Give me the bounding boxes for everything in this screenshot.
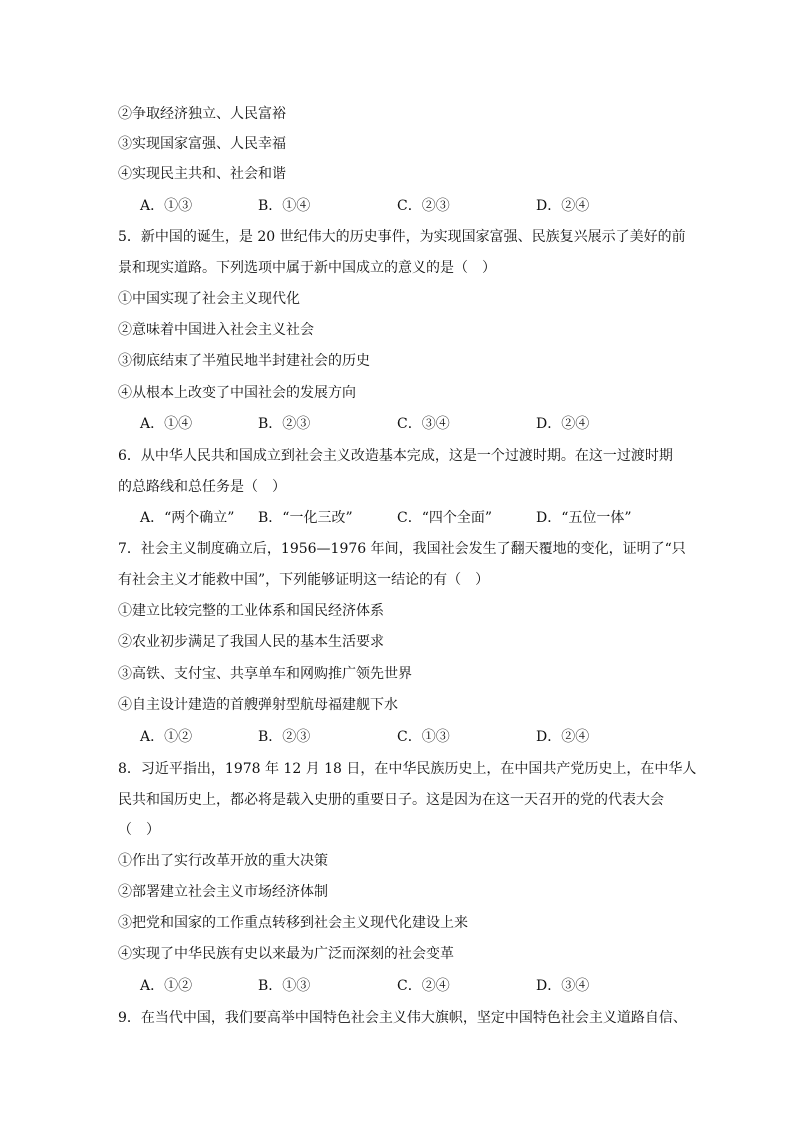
q5-option-a[interactable]: A．①④: [140, 416, 193, 432]
q7-stem-line-1: 7．社会主义制度确立后，1956—1976 年间，我国社会发生了翻天覆地的变化，证明了“只: [118, 541, 686, 557]
q8-stem-line-3: （ ）: [118, 822, 160, 838]
q5-stem-line-1: 5．新中国的诞生，是 20 世纪伟大的历史事件，为实现国家富强、民族复兴展示了美好的前: [118, 229, 686, 245]
q7-item-1: ①建立比较完整的工业体系和国民经济体系: [118, 603, 384, 619]
q6-option-b[interactable]: B．“一化三改”: [258, 510, 353, 526]
q4-option-b[interactable]: B．①④: [258, 198, 311, 214]
q7-option-c[interactable]: C．①③: [397, 729, 450, 745]
q7-option-a[interactable]: A．①②: [140, 729, 193, 745]
q9-stem-line-1: 9．在当代中国，我们要高举中国特色社会主义伟大旗帜，坚定中国特色社会主义道路自信、: [118, 1010, 687, 1026]
q5-option-d[interactable]: D．②④: [536, 416, 590, 432]
q8-option-b[interactable]: B．①③: [258, 978, 311, 994]
q4-option-a[interactable]: A．①③: [140, 198, 193, 214]
q4-option-d[interactable]: D．②④: [536, 198, 590, 214]
q7-option-d[interactable]: D．②④: [536, 729, 590, 745]
q8-stem-line-1: 8．习近平指出，1978 年 12 月 18 日，在中华民族历史上，在中国共产党历史上，在中华人: [118, 761, 697, 777]
q8-item-3: ③把党和国家的工作重点转移到社会主义现代化建设上来: [118, 915, 468, 931]
q5-item-3: ③彻底结束了半殖民地半封建社会的历史: [118, 353, 370, 369]
q6-stem-line-1: 6．从中华人民共和国成立到社会主义改造基本完成，这是一个过渡时期。在这一过渡时期: [118, 448, 673, 464]
q4-option-c[interactable]: C．②③: [397, 198, 450, 214]
q7-item-3: ③高铁、支付宝、共享单车和网购推广领先世界: [118, 666, 412, 682]
q5-option-b[interactable]: B．②③: [258, 416, 311, 432]
q5-item-4: ④从根本上改变了中国社会的发展方向: [118, 385, 356, 401]
q8-item-4: ④实现了中华民族有史以来最为广泛而深刻的社会变革: [118, 946, 454, 962]
q6-stem-line-2: 的总路线和总任务是（ ）: [118, 479, 286, 495]
q8-option-a[interactable]: A．①②: [140, 978, 193, 994]
q8-item-1: ①作出了实行改革开放的重大决策: [118, 853, 328, 869]
q5-stem-line-2: 景和现实道路。下列选项中属于新中国成立的意义的是（ ）: [118, 260, 496, 276]
q6-option-a[interactable]: A．“两个确立”: [140, 510, 235, 526]
q7-stem-line-2: 有社会主义才能救中国”，下列能够证明这一结论的有（ ）: [118, 572, 490, 588]
q5-item-2: ②意味着中国进入社会主义社会: [118, 322, 314, 338]
q4-item-4: ④实现民主共和、社会和谐: [118, 166, 286, 182]
q8-item-2: ②部署建立社会主义市场经济体制: [118, 884, 328, 900]
q6-option-d[interactable]: D．“五位一体”: [536, 510, 632, 526]
q7-item-4: ④自主设计建造的首艘弹射型航母福建舰下水: [118, 697, 398, 713]
q5-item-1: ①中国实现了社会主义现代化: [118, 291, 300, 307]
q4-item-2: ②争取经济独立、人民富裕: [118, 106, 286, 122]
q8-option-c[interactable]: C．②④: [397, 978, 450, 994]
q7-item-2: ②农业初步满足了我国人民的基本生活要求: [118, 634, 384, 650]
q8-option-d[interactable]: D．③④: [536, 978, 590, 994]
q4-item-3: ③实现国家富强、人民幸福: [118, 136, 286, 152]
q6-option-c[interactable]: C．“四个全面”: [397, 510, 493, 526]
q7-option-b[interactable]: B．②③: [258, 729, 311, 745]
q8-stem-line-2: 民共和国历史上，都必将是载入史册的重要日子。这是因为在这一天召开的党的代表大会: [118, 792, 664, 808]
q5-option-c[interactable]: C．③④: [397, 416, 450, 432]
